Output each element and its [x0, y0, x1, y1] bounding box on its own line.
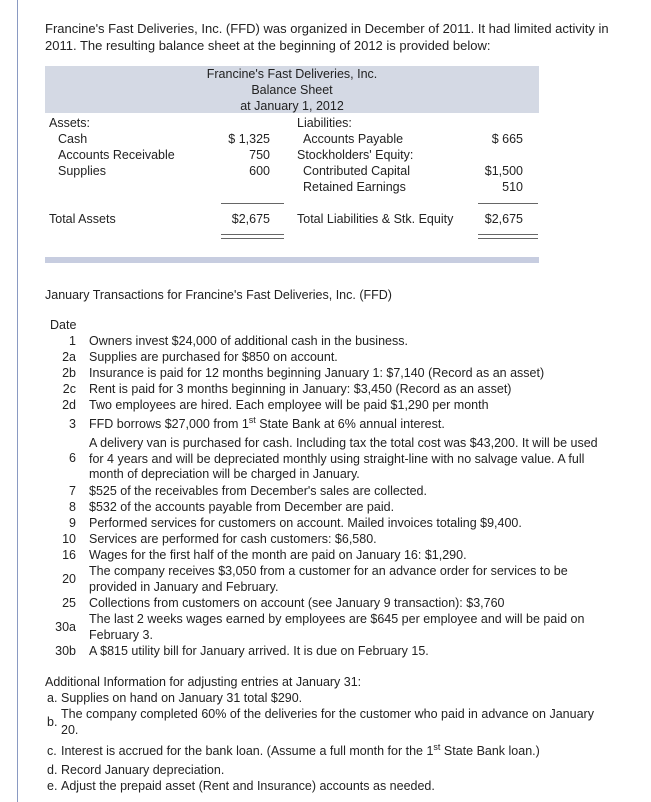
liabilities-subtotal-rule	[478, 203, 538, 204]
assets-subtotal-rule	[221, 203, 284, 204]
additional-info-title: Additional Information for adjusting entries at January 31:	[45, 675, 362, 689]
transaction-date: 2c	[62, 382, 76, 396]
liabilities-label: Liabilities:	[297, 116, 352, 130]
transaction-text: Supplies are purchased for $850 on account.	[89, 350, 338, 364]
transaction-text: Insurance is paid for 12 months beginning January 1: $7,140 (Record as an asset)	[89, 366, 545, 380]
supplies-value: 600	[249, 164, 270, 178]
additional-item-text: Supplies on hand on January 31 total $290.	[61, 691, 303, 705]
assets-label: Assets:	[49, 116, 90, 130]
transaction-text: $532 of the accounts payable from December are paid.	[89, 500, 395, 514]
additional-item-text: Adjust the prepaid asset (Rent and Insurance) accounts as needed.	[61, 779, 435, 793]
transaction-date: 30b	[55, 644, 76, 658]
transaction-text: Performed services for customers on account. Mailed invoices totaling $9,400.	[89, 516, 522, 530]
transaction-date: 2d	[62, 398, 76, 412]
contributed-capital-value: $1,500	[484, 164, 523, 178]
transaction-text: Two employees are hired. Each employee will be paid $1,290 per month	[89, 398, 489, 412]
balance-sheet-body	[45, 113, 539, 260]
additional-item-letter: b.	[47, 715, 58, 729]
additional-item-letter: e.	[47, 779, 58, 793]
balance-sheet-bottom-band	[45, 257, 539, 263]
transactions-title: January Transactions for Francine's Fast Deliveries, Inc. (FFD)	[45, 288, 392, 302]
stockholders-equity-label: Stockholders' Equity:	[297, 148, 414, 162]
transaction-date: 6	[69, 451, 76, 465]
transaction-date: 7	[69, 484, 76, 498]
balance-sheet-date: at January 1, 2012	[240, 99, 344, 113]
cash-value: $ 1,325	[228, 132, 270, 146]
date-column-label: Date	[50, 318, 77, 332]
balance-sheet-title: Balance Sheet	[251, 83, 333, 97]
transaction-text: The last 2 weeks wages earned by employees are $645 per employee and will be paid on February 3.	[89, 612, 585, 642]
supplies-label: Supplies	[58, 164, 106, 178]
page-left-border	[17, 0, 18, 802]
accounts-payable-label: Accounts Payable	[303, 132, 404, 146]
retained-earnings-label: Retained Earnings	[303, 180, 406, 194]
accounts-receivable-label: Accounts Receivable	[58, 148, 175, 162]
accounts-receivable-value: 750	[249, 148, 270, 162]
transaction-date: 25	[62, 596, 76, 610]
additional-item-text: Interest is accrued for the bank loan. (Assume a full month for the 1st State Bank loan.)	[61, 741, 540, 758]
transaction-text: Services are performed for cash customers: $6,580.	[89, 532, 377, 546]
transaction-text: Owners invest $24,000 of additional cash in the business.	[89, 334, 408, 348]
transaction-text: A delivery van is purchased for cash. Including tax the total cost was $43,200. It will be used for 4 years and will be depreciated monthly using straight-line with no salvage value. A full month of depreciation will be charged in January.	[89, 436, 598, 481]
transaction-date: 20	[62, 572, 76, 586]
assets-total-double-rule-top	[221, 234, 284, 235]
transaction-text: Rent is paid for 3 months beginning in January: $3,450 (Record as an asset)	[89, 382, 512, 396]
transaction-date: 10	[62, 532, 76, 546]
transaction-text: The company receives $3,050 from a customer for an advance order for services to be provided in January and February.	[89, 564, 568, 594]
transaction-date: 30a	[55, 620, 76, 634]
total-assets-label: Total Assets	[49, 212, 116, 226]
balance-sheet-company: Francine's Fast Deliveries, Inc.	[206, 67, 378, 81]
transaction-text: $525 of the receivables from December's sales are collected.	[89, 484, 427, 498]
intro-paragraph: Francine's Fast Deliveries, Inc. (FFD) was organized in December of 2011. It had limited activity in 2011. The resulting balance sheet at the beginning of 2012 is provided below:	[45, 21, 609, 53]
total-assets-value: $2,675	[231, 212, 270, 226]
transaction-date: 2b	[62, 366, 76, 380]
transaction-date: 2a	[62, 350, 76, 364]
transaction-date: 3	[69, 417, 76, 431]
contributed-capital-label: Contributed Capital	[303, 164, 411, 178]
additional-item-text: Record January depreciation.	[61, 763, 225, 777]
additional-item-letter: d.	[47, 763, 58, 777]
total-liabilities-equity-value: $2,675	[484, 212, 523, 226]
additional-item-letter: c.	[47, 744, 57, 758]
additional-item-text: The company completed 60% of the deliveries for the customer who paid in advance on January 20.	[61, 707, 594, 737]
cash-label: Cash	[58, 132, 88, 146]
accounts-payable-value: $ 665	[491, 132, 523, 146]
transaction-text: A $815 utility bill for January arrived. It is due on February 15.	[89, 644, 429, 658]
transaction-date: 9	[69, 516, 76, 530]
le-total-double-rule-bottom	[478, 238, 538, 239]
transaction-date: 8	[69, 500, 76, 514]
total-liabilities-equity-label: Total Liabilities & Stk. Equity	[297, 212, 454, 226]
transaction-date: 16	[62, 548, 76, 562]
transaction-date: 1	[69, 334, 76, 348]
transaction-text: Collections from customers on account (see January 9 transaction): $3,760	[89, 596, 505, 610]
le-total-double-rule-top	[478, 234, 538, 235]
assets-total-double-rule-bottom	[221, 238, 284, 239]
retained-earnings-value: 510	[502, 180, 523, 194]
transaction-text: FFD borrows $27,000 from 1st State Bank at 6% annual interest.	[89, 414, 445, 431]
additional-item-letter: a.	[47, 691, 58, 705]
transaction-text: Wages for the first half of the month are paid on January 16: $1,290.	[89, 548, 467, 562]
